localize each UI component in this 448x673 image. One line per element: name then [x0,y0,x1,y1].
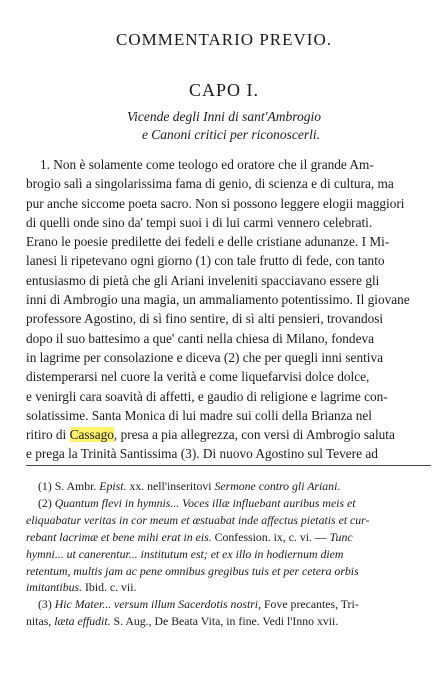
footnote-line [26,613,434,630]
text-line: di quelli onde sino da' tempi suoi i di lui carmi vennero celebrati. [26,214,373,230]
footnote-line [26,579,434,596]
footnote-line [26,596,434,613]
text-line: e venirgli cara soavità di affetti, e gaudio di religione e lagrime con- [26,388,388,404]
fn-text: Confession. ix, c. vi. — [211,529,330,544]
text-line: inni di Ambrogio una magia, un ammaliamento potentissimo. Il giovane [26,292,410,308]
footnote-divider [26,465,431,466]
text-line: brogio salì a singolarissima fama di genio, di scienza e di cultura, ma [26,176,394,192]
footnote-line [26,563,434,580]
fn-text: nitas, [26,614,55,629]
fn-text: Fove precantes, Tri- [261,597,359,612]
fn-italic: eliquabatur veritas in cor meum et æstuabat inde affectus pietatis et cur- [26,512,370,527]
text-line: solatissime. Santa Monica di lui madre sui colli della Brianza nel [26,407,373,423]
text-line: lanesi li ripetevano ogni giorno (1) con tale frutto di fede, con tanto [26,253,385,269]
fn-text: (1) S. Ambr. [38,479,100,493]
text-line: pur anche siccome poeta sacro. Non si possono leggere elogii maggiori [26,195,405,211]
fn-text: (2) [38,495,55,510]
fn-italic: Sermone contro gli Ariani [214,479,338,493]
footnote-line [26,512,434,529]
text-line: 1. Non è solamente come teologo ed oratore che il grande Am- [40,157,374,172]
fn-italic: rebant lacrimæ et bene mihi erat in eis. [26,529,212,544]
text-span: ritiro di [26,427,70,443]
fn-italic: Epist. [99,479,127,493]
fn-text: S. Aug., De Beata Vita, in fine. Vedi l'Inno xvii. [110,614,339,629]
chapter-heading: CAPO I. [188,80,259,100]
fn-text: xx. nell'inseritovi [126,479,215,493]
footnotes [26,478,434,630]
text-line: professore Agostino, di sì fino sentire, di sì alti pensieri, trovandosi [26,311,384,327]
text-line [26,425,434,444]
text-line: dopo il suo battesimo a que' canti nella chiesa di Milano, fondeva [26,330,375,346]
fn-italic: retentum, multis jam ac pene omnibus gregibus tuis et per cetera orbis [26,563,359,578]
fn-italic: Quantum flevi in hymnis... Voces illæ influebant auribus meis et [54,495,356,510]
highlighted-word[interactable]: Cassago [69,427,114,443]
text-span: , presa a pia allegrezza, con versi di Ambrogio saluta [113,427,395,443]
fn-text: (3) [38,597,55,612]
fn-italic: hymni... ut canerentur... institutum est; et ex illo in hodiernum diem [26,546,344,561]
main-paragraph [26,155,434,464]
fn-italic: Hic Mater... versum illum Sacerdotis nostri, [54,597,262,612]
footnote-line [26,529,434,546]
running-head: COMMENTARIO PREVIO. [116,30,332,49]
fn-italic: Tunc [329,529,353,544]
fn-italic: læta effudit. [54,614,111,629]
text-line: e prega la Trinità Santissima (3). Di nuovo Agostino sul Tevere ad [26,446,378,462]
text-line: in lagrime per consolazione e diceva (2) che per quegli inni sentiva [26,349,384,365]
text-line: Erano le poesie predilette dei fedeli e delle cristiane adunanze. I Mi- [26,234,390,250]
fn-text: . [337,479,341,493]
footnote-line [26,546,434,563]
footnote-line [26,478,434,495]
subtitle-line: Vicende degli Inni di sant'Ambrogio [126,109,322,124]
footnote-line [26,495,434,512]
text-line: distemperarsi nel cuore la verità e come liquefarvisi dolce dolce, [26,369,370,385]
text-line: entusiasmo di pietà che gli Ariani inveleniti spacciavano essere gli [26,272,380,288]
subtitle-line: e Canoni critici per riconoscerli. [141,127,321,142]
fn-italic: imitantibus. [26,580,83,595]
chapter-subtitle [0,108,448,144]
fn-text: Ibid. c. vii. [82,580,137,595]
